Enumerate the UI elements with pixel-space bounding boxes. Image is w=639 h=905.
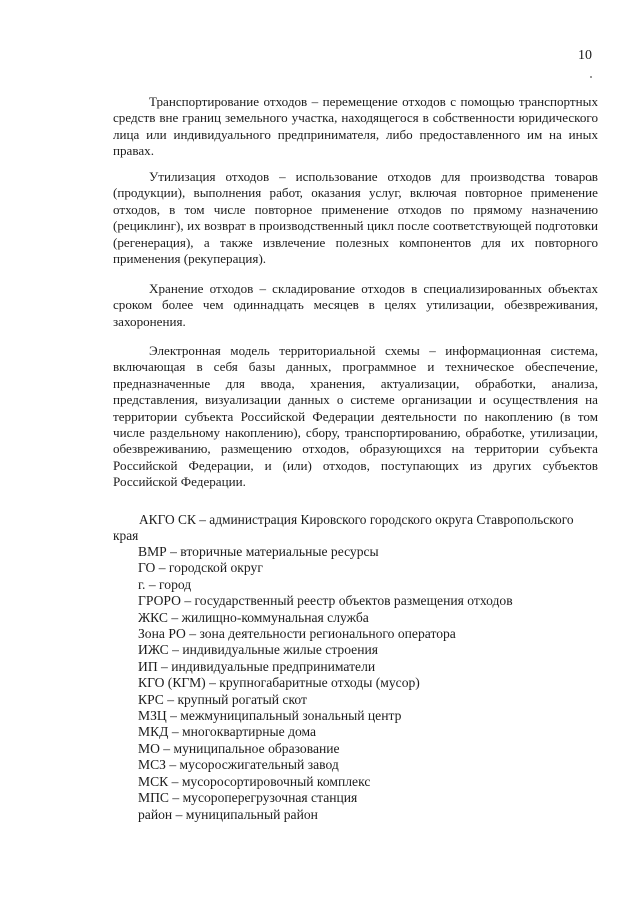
- abbreviation-item: ГО – городской округ: [138, 560, 263, 576]
- scan-speck: [590, 76, 592, 78]
- abbreviation-item: ИЖС – индивидуальные жилые строения: [138, 642, 379, 658]
- abbreviation-item: МСК – мусоросортировочный комплекс: [138, 773, 371, 789]
- definition-transportation: Транспортирование отходов – перемещение отходов с помощью транспортных средств вне границ земельного участка, находящегося в собственности юридического лица или индивидуального предпринимателя, либо предоставленного им на иных правах.: [113, 94, 598, 159]
- abbreviation-item: ВМР – вторичные материальные ресурсы: [138, 544, 379, 559]
- abbreviation-item: ИП – индивидуальные предприниматели: [138, 658, 376, 674]
- abbreviation-item: МО – муниципальное образование: [138, 740, 340, 756]
- definition-utilization: Утилизация отходов – использование отходов для производства товаров (продукции), выполнения работ, оказания услуг, включая повторное применение отходов, в том числе повторное применение отходов по прямому назначению (рециклинг), их возврат в производственный цикл после соответствующей подготовки (регенерация), а также извлечение полезных компонентов для их повторного применения (рекуперация).: [113, 169, 598, 267]
- page-number: 10: [578, 48, 592, 63]
- abbreviation-item: ЖКС – жилищно-коммунальная служба: [138, 609, 369, 625]
- abbreviation-item: МЗЦ – межмуниципальный зональный центр: [138, 708, 402, 724]
- abbreviation-item: Зона РО – зона деятельности регионального оператора: [138, 626, 456, 642]
- abbreviation-item: ГРОРО – государственный реестр объектов размещения отходов: [138, 593, 513, 609]
- definition-electronic-model: Электронная модель территориальной схемы – информационная система, включающая в себя базы данных, программное и техническое обеспечение, предназначенные для ввода, хранения, актуализации, обработки, анализа, представления, визуализации данных о системе организации и осуществления на территории субъекта Российской Федерации деятельности по накоплению (в том числе раздельному накоплению), сбору, транспортированию, обработке, утилизации, обезвреживанию, размещению отходов, образующихся на территории субъекта Российской Федерации, и (или) отходов, поступающих из других субъектов Российской Федерации.: [113, 343, 598, 490]
- abbreviations-list: [138, 544, 578, 823]
- abbreviation-item: район – муниципальный район: [138, 806, 318, 822]
- abbreviation-item: КГО (КГМ) – крупногабаритные отходы (мусор): [138, 675, 420, 691]
- abbreviation-item: КРС – крупный рогатый скот: [138, 691, 307, 707]
- abbreviation-item: МСЗ – мусоросжигательный завод: [138, 757, 339, 773]
- abbreviation-item: г. – город: [138, 576, 192, 592]
- abbreviation-item: АКГО СК – администрация Кировского городского округа Ставропольского края: [113, 512, 574, 544]
- abbreviation-item: МПС – мусороперегрузочная станция: [138, 790, 358, 806]
- abbreviation-item: МКД – многоквартирные дома: [138, 724, 317, 740]
- definition-storage: Хранение отходов – складирование отходов в специализированных объектах сроком более чем одиннадцать месяцев в целях утилизации, обезвреживания, захоронения.: [113, 281, 598, 329]
